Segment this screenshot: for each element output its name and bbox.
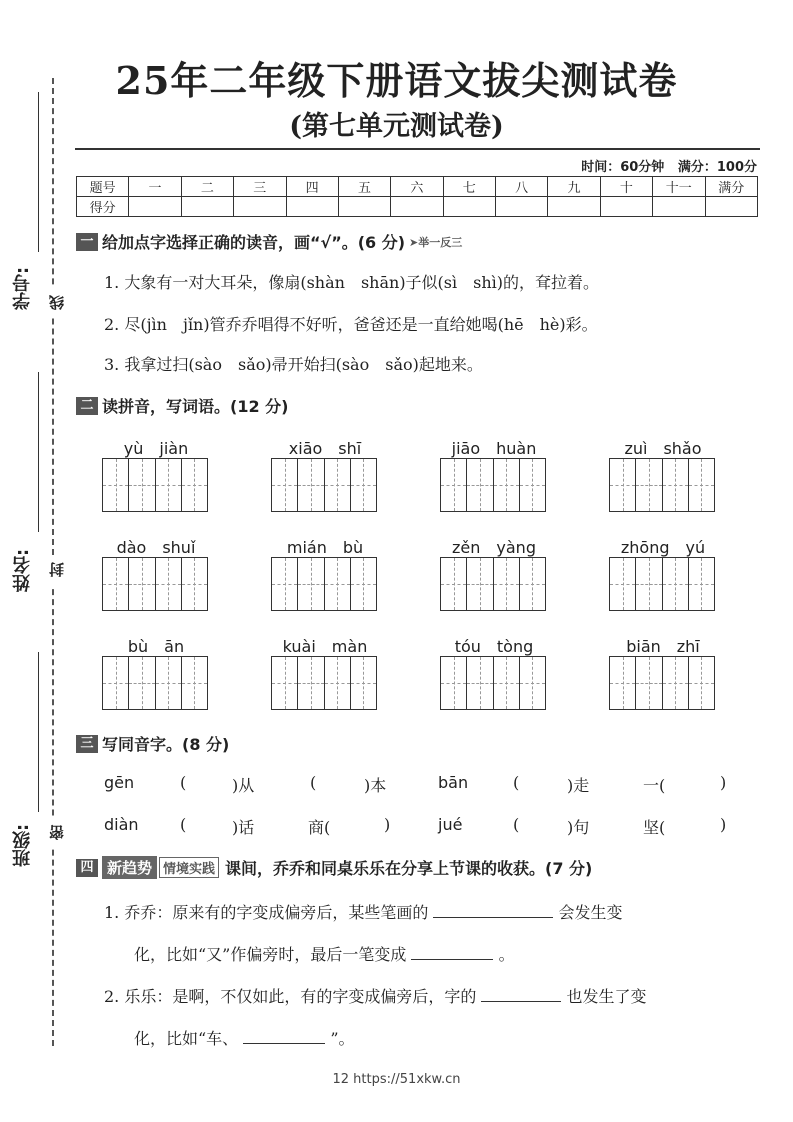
exam-meta bbox=[581, 156, 757, 175]
pinyin-label: yù jiàn bbox=[123, 439, 189, 458]
section-title: 写同音字。(8 分) bbox=[102, 735, 230, 754]
pinyin-label: tóu tòng bbox=[454, 637, 534, 656]
section1-heading bbox=[76, 230, 462, 253]
writing-grid[interactable] bbox=[271, 557, 377, 611]
writing-grid[interactable] bbox=[271, 656, 377, 710]
homophone-blank: ( bbox=[180, 773, 187, 792]
homophone-blank: ( bbox=[180, 815, 187, 834]
pinyin-label: biān zhī bbox=[626, 637, 700, 656]
table-cell: 得分 bbox=[77, 197, 129, 217]
answer-blank[interactable] bbox=[433, 917, 553, 918]
class-label: 班级: bbox=[12, 823, 33, 867]
pinyin-label: zěn yàng bbox=[452, 538, 536, 557]
time-limit: 时间：60分钟 bbox=[581, 160, 665, 175]
writing-grid[interactable] bbox=[102, 656, 208, 710]
section-number: 二 bbox=[76, 397, 98, 415]
homophone-text: )走 bbox=[567, 776, 590, 795]
writing-grid[interactable] bbox=[102, 557, 208, 611]
homophone-text: ) bbox=[720, 773, 727, 792]
table-cell: 二 bbox=[181, 177, 233, 197]
word-box bbox=[440, 634, 548, 710]
word-box bbox=[609, 535, 717, 611]
writing-grid[interactable] bbox=[609, 656, 715, 710]
table-cell: 五 bbox=[338, 177, 390, 197]
cut-mark-xian: 线 bbox=[46, 288, 68, 318]
question-1-3: 3. 我拿过扫(sào sǎo)帚开始扫(sào sǎo)起地来。 bbox=[104, 355, 483, 374]
homophone-text: ) bbox=[384, 815, 391, 834]
word-box bbox=[609, 436, 717, 512]
table-cell: 一 bbox=[129, 177, 181, 197]
table-cell: 满分 bbox=[705, 177, 758, 197]
word-box bbox=[102, 436, 210, 512]
pinyin-label: zuì shǎo bbox=[624, 439, 702, 458]
section2-heading bbox=[76, 394, 288, 417]
question-text: 化，比如“车、 bbox=[134, 1029, 239, 1048]
pinyin-label: zhōng yú bbox=[620, 538, 706, 557]
section-number: 四 bbox=[76, 859, 98, 877]
question-text: 也发生了变 bbox=[566, 987, 647, 1006]
homophone-text: )本 bbox=[364, 776, 387, 795]
question-text: 2. 乐乐：是啊，不仅如此，有的字变成偏旁后，字的 bbox=[104, 987, 477, 1006]
writing-grid[interactable] bbox=[440, 458, 546, 512]
trend-badge: 新趋势 bbox=[102, 856, 157, 879]
table-cell: 题号 bbox=[77, 177, 129, 197]
score-input-cell[interactable] bbox=[548, 197, 600, 217]
writing-grid[interactable] bbox=[609, 458, 715, 512]
table-cell: 十一 bbox=[653, 177, 705, 197]
question-text: 会发生变 bbox=[558, 903, 623, 922]
pinyin-label: kuài màn bbox=[282, 637, 368, 656]
score-input-cell[interactable] bbox=[391, 197, 443, 217]
section-number: 一 bbox=[76, 233, 98, 251]
page-footer: 12 https://51xkw.cn bbox=[332, 1072, 461, 1087]
word-box bbox=[440, 436, 548, 512]
section-note: ➤举一反三 bbox=[409, 235, 463, 249]
question-text: 化，比如“又”作偏旁时，最后一笔变成 bbox=[134, 945, 407, 964]
table-cell: 三 bbox=[234, 177, 286, 197]
homophone-text: ) bbox=[720, 815, 727, 834]
pinyin-label: dào shuǐ bbox=[116, 538, 196, 557]
header-rule bbox=[75, 148, 760, 150]
homophone-blank: ( bbox=[513, 773, 520, 792]
section4-heading bbox=[76, 856, 592, 879]
homophone-text: )句 bbox=[567, 818, 590, 837]
class-line bbox=[38, 652, 39, 812]
table-cell: 十 bbox=[600, 177, 652, 197]
question-1-2: 2. 尽(jìn jǐn)管乔乔唱得不好听，爸爸还是一直给她喝(hē hè)彩。 bbox=[104, 315, 598, 334]
full-score: 满分：100分 bbox=[677, 160, 757, 175]
name-label: 姓名: bbox=[12, 548, 33, 592]
homophone-pinyin: diàn bbox=[104, 815, 139, 834]
score-input-cell[interactable] bbox=[600, 197, 652, 217]
score-input-cell[interactable] bbox=[129, 197, 181, 217]
question-4-2-line1 bbox=[104, 984, 647, 1007]
question-text: ”。 bbox=[330, 1029, 355, 1048]
score-input-cell[interactable] bbox=[653, 197, 705, 217]
writing-grid[interactable] bbox=[102, 458, 208, 512]
table-cell: 七 bbox=[443, 177, 495, 197]
word-box bbox=[271, 634, 379, 710]
question-4-2-line2 bbox=[134, 1026, 355, 1049]
homophone-pinyin: jué bbox=[438, 815, 463, 834]
writing-grid[interactable] bbox=[440, 656, 546, 710]
answer-blank[interactable] bbox=[411, 959, 493, 960]
pinyin-label: xiāo shī bbox=[288, 439, 362, 458]
pinyin-label: jiāo huàn bbox=[451, 439, 537, 458]
student-id-label: 学号: bbox=[12, 266, 33, 310]
answer-blank[interactable] bbox=[481, 1001, 561, 1002]
section-title: 课间，乔乔和同桌乐乐在分享上节课的收获。(7 分) bbox=[225, 859, 593, 878]
section-title: 读拼音，写词语。(12 分) bbox=[102, 397, 289, 416]
score-input-cell[interactable] bbox=[181, 197, 233, 217]
section-title: 给加点字选择正确的读音，画“√”。(6 分) bbox=[102, 233, 406, 252]
score-table-header-row bbox=[77, 177, 758, 197]
homophone-text: )从 bbox=[232, 776, 255, 795]
word-box bbox=[271, 535, 379, 611]
word-box bbox=[440, 535, 548, 611]
cut-mark-mi: 密 bbox=[46, 818, 68, 848]
score-table-score-row bbox=[77, 197, 758, 217]
writing-grid[interactable] bbox=[271, 458, 377, 512]
question-4-1-line2 bbox=[134, 942, 515, 965]
score-input-cell[interactable] bbox=[234, 197, 286, 217]
table-cell: 四 bbox=[286, 177, 338, 197]
page-title: 25年二年级下册语文拔尖测试卷 bbox=[115, 58, 678, 103]
question-text: 。 bbox=[498, 945, 515, 964]
table-cell: 九 bbox=[548, 177, 600, 197]
homophone-pinyin: bān bbox=[438, 773, 469, 792]
question-4-1-line1 bbox=[104, 900, 623, 923]
name-line bbox=[38, 372, 39, 532]
writing-grid[interactable] bbox=[609, 557, 715, 611]
homophone-blank: ( bbox=[513, 815, 520, 834]
pinyin-label: mián bù bbox=[286, 538, 364, 557]
writing-grid[interactable] bbox=[440, 557, 546, 611]
answer-blank[interactable] bbox=[243, 1043, 325, 1044]
homophone-blank: ( bbox=[310, 773, 317, 792]
homophone-text: 坚( bbox=[643, 818, 666, 837]
score-input-cell[interactable] bbox=[705, 197, 758, 217]
word-box bbox=[102, 535, 210, 611]
question-1-1: 1. 大象有一对大耳朵，像扇(shàn shān)子似(sì shì)的，耷拉着。 bbox=[104, 273, 600, 292]
section3-heading bbox=[76, 732, 229, 755]
practice-badge: 情境实践 bbox=[159, 857, 219, 878]
score-input-cell[interactable] bbox=[338, 197, 390, 217]
score-table bbox=[76, 176, 758, 217]
homophone-text: 商( bbox=[308, 818, 331, 837]
cut-mark-feng: 封 bbox=[46, 555, 68, 585]
word-box bbox=[609, 634, 717, 710]
pinyin-label: bù ān bbox=[127, 637, 185, 656]
homophone-text: 一( bbox=[643, 776, 666, 795]
question-text: 1. 乔乔：原来有的字变成偏旁后，某些笔画的 bbox=[104, 903, 429, 922]
score-input-cell[interactable] bbox=[443, 197, 495, 217]
word-box bbox=[271, 436, 379, 512]
homophone-text: )话 bbox=[232, 818, 255, 837]
table-cell: 八 bbox=[496, 177, 548, 197]
homophone-pinyin: gēn bbox=[104, 773, 135, 792]
score-input-cell[interactable] bbox=[496, 197, 548, 217]
section-number: 三 bbox=[76, 735, 98, 753]
table-cell: 六 bbox=[391, 177, 443, 197]
page-subtitle: (第七单元测试卷) bbox=[289, 111, 504, 142]
score-input-cell[interactable] bbox=[286, 197, 338, 217]
word-box bbox=[102, 634, 210, 710]
